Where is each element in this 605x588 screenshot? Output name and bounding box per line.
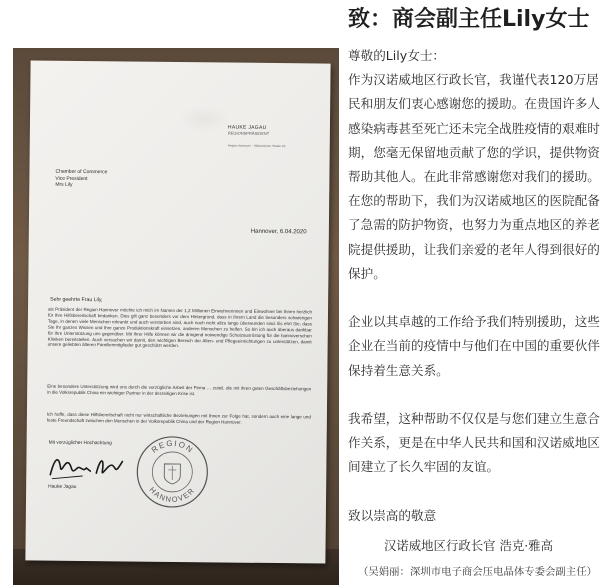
letterhead-sender <box>228 125 286 149</box>
translation-greeting: 尊敬的Lily女士： <box>348 48 446 63</box>
translator-note: （吴娟丽：深圳市电子商会压电晶体专委会副主任） <box>358 566 597 578</box>
handwritten-signature <box>46 449 126 484</box>
embossed-crest <box>180 106 230 133</box>
letter-paragraph-2: Eine besondere Unterstützung wird uns durch die vorzügliche Arbeit der Firma … zuteil, die mit ihren guten Geschäftsbeziehungen in die Volksrepublik China ein wichtiger Partner in der derzeitigen Krise ist. <box>47 383 312 397</box>
sender-address: Region Hannover · Hildesheimer Straße 20 <box>227 143 286 149</box>
region-hannover-seal <box>134 434 211 511</box>
translation-paragraph-3: 我希望，这种帮助不仅仅是与您们建立生意合作关系，更是在中华人民共和国和汉诺威地区间建立了长久牢固的友谊。 <box>348 411 600 475</box>
recipient-line: Chamber of Commerce <box>55 168 108 176</box>
sender-name: HAUKE JAGAU <box>227 124 267 131</box>
letter-paragraph-1: als Präsident der Region Hannover möchte ich mich im Namen der 1,2 Millionen Einwohnerinnen und Einwohner bei Ihnen herzlich für Ihre Hilfsbereitschaft bedanken. Dies gilt ganz besonders vor dem Hintergrund, dass in Ihrem Land die besonders schwierigen Tage, in denen viele Menschen erkrankt und auch verstorben sind, auch noch nicht allzu lange überwunden sind. Es ehrt Sie, dass Sie Ihr ganzes Wissen und Ihre ganze Produktionskraft einsetzen, anderen Menschen zu helfen. So bin ich auch überaus dankbar für Ihre Unterstützung uns gegenüber. Mit Ihrer Hilfe können wir die dringend notwendige Schutzausrüstung für die hannoverschen Kliniken bereitstellen. Auch versuchen wir damit, den wichtigen Bereich der Alten- und Pflegeeinrichtungen zu unterstützen, damit unsere geliebten älteren Familienmitglieder gut geschützt werden. <box>47 306 313 349</box>
translation-signature: 汉诺威地区行政长官 浩克·雅高 <box>384 538 553 553</box>
svg-text:REGION: REGION <box>149 438 196 456</box>
translation-paragraph-2: 企业以其卓越的工作给予我们特别援助，这些企业在当前的疫情中与他们在中国的重要伙伴保持着生意关系。 <box>348 314 600 378</box>
translation-paragraph-1: 作为汉诺威地区行政长官，我谨代表120万居民和朋友们衷心感谢您的援助。在贵国许多人感染病毒甚至死亡还未完全战胜疫情的艰难时期，您毫无保留地贡献了您的学识，提供物资帮助其他人。在此非常感谢您对我们的援助。在您的帮助下，我们为汉诺威地区的医院配备了急需的防护物资，也努力为重点地区的养老院提供援助，让我们亲爱的老年人得到很好的保护。 <box>348 72 600 281</box>
recipient-block <box>55 169 107 189</box>
letter-paragraph-3: Ich hoffe, dass diese Hilfsbereitschaft nicht nur wirtschaftliche Beziehungen mit Ihnen zur Folge hat, sondern auch eine lange und feste Freundschaft zwischen den Menschen in der Volksrepublik China und der Region Hannover. <box>46 411 311 425</box>
translation-closing: 致以崇高的敬意 <box>348 507 437 523</box>
svg-text:HANNOVER: HANNOVER <box>147 485 197 505</box>
translation-title: 致：商会副主任Lily女士 <box>348 7 590 32</box>
letter-photo <box>13 48 339 585</box>
sender-role: REGIONSPRÄSIDENT <box>227 130 270 136</box>
translation-panel <box>348 0 600 588</box>
translation-body <box>348 44 600 528</box>
recipient-line: Vice President <box>55 175 88 182</box>
letter-closing: Mit vorzüglicher Hochachtung <box>48 440 112 447</box>
recipient-line: Mrs Lily <box>55 181 73 188</box>
letter-date: Hannover, 6.04.2020 <box>250 228 307 236</box>
letter-salutation: Sehr geehrte Frau Lily, <box>50 296 103 304</box>
letter-paper <box>25 60 330 563</box>
letter-signer: Hauke Jagau <box>48 484 77 490</box>
